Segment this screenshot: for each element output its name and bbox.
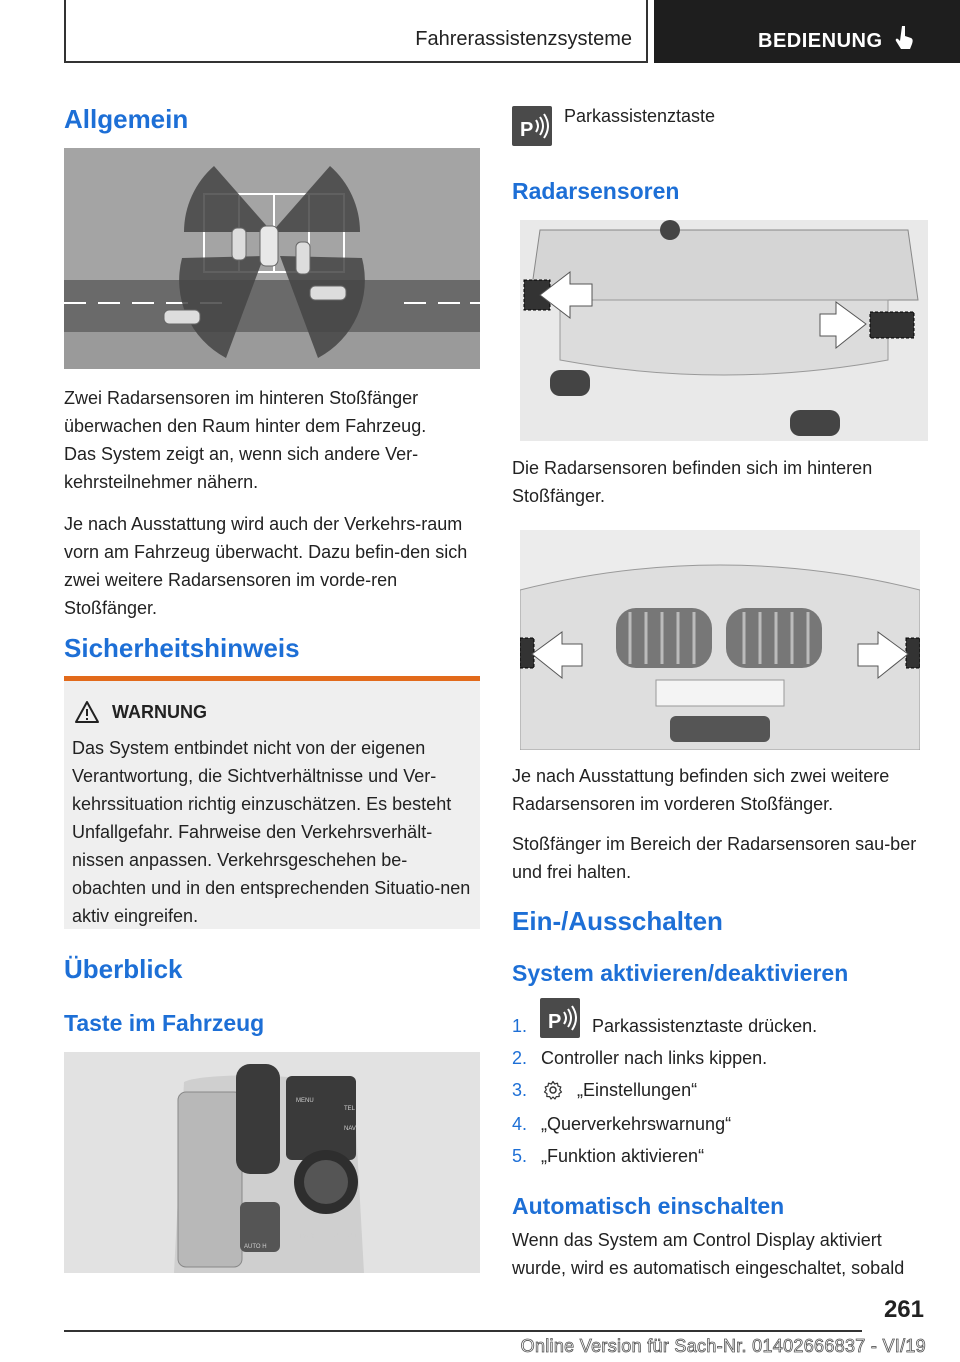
parking-assist-button-icon — [512, 106, 552, 146]
chapter-tab — [64, 0, 648, 63]
parking-assist-caption: Parkassistenztaste — [564, 106, 716, 126]
clean-sensors-note: Stoßfänger im Bereich der Radarsensoren sau-ber und frei halten. — [512, 834, 917, 882]
heading-taste-im-fahrzeug: Taste im Fahrzeug — [64, 1010, 265, 1036]
console-label-option: OPTION — [334, 1234, 358, 1240]
step-4-number: 4. — [512, 1114, 528, 1134]
heading-radarsensoren: Radarsensoren — [512, 178, 680, 204]
radar-coverage-illustration — [64, 148, 480, 369]
svg-text:P: P — [548, 1011, 562, 1033]
section-title: BEDIENUNG — [758, 30, 883, 52]
gear-icon — [543, 1080, 563, 1100]
step-1-number: 1. — [512, 1016, 528, 1036]
allgemein-para-1: Zwei Radarsensoren im hinteren Stoßfänger überwachen den Raum hinter dem Fahrzeug. — [64, 388, 427, 436]
console-label-back: BACK — [300, 1234, 317, 1240]
heading-sicherheitshinweis: Sicherheitshinweis — [64, 633, 300, 663]
center-console-illustration — [64, 1052, 480, 1273]
front-sensors-caption: Je nach Ausstattung befinden sich zwei weitere Radarsensoren im vorderen Stoßfänger. — [512, 766, 890, 814]
warning-title: WARNUNG — [112, 702, 207, 722]
footer-rule — [64, 1330, 862, 1332]
console-label-tel: TEL — [344, 1106, 356, 1112]
step-1-text: Parkassistenztaste drücken. — [592, 1016, 818, 1036]
online-version-note: Online Version für Sach-Nr. 01402666837 - VI/19 — [520, 1336, 926, 1356]
svg-text:P: P — [520, 119, 534, 141]
console-label-nav: NAV — [344, 1126, 356, 1132]
rear-sensors-caption: Die Radarsensoren befinden sich im hinteren Stoßfänger. — [512, 458, 873, 506]
step-5-number: 5. — [512, 1146, 528, 1166]
heading-system-aktivieren: System aktivieren/deaktivieren — [512, 960, 849, 986]
auto-enable-text: Wenn das System am Control Display aktiviert wurde, wird es automatisch eingeschaltet, sobald — [512, 1230, 905, 1278]
step-3-number: 3. — [512, 1080, 528, 1100]
step-2-number: 2. — [512, 1048, 528, 1068]
step-2-text: Controller nach links kippen. — [541, 1048, 768, 1068]
allgemein-para-3: Je nach Ausstattung wird auch der Verkehrs-raum vorn am Fahrzeug überwacht. Dazu befin-den sich zwei weitere Radarsensoren im vorde-ren Stoßfänger. — [64, 514, 468, 618]
heading-ueberblick: Überblick — [64, 954, 183, 984]
heading-allgemein: Allgemein — [64, 104, 189, 134]
console-label-auto: AUTO H — [244, 1244, 267, 1250]
heading-ein-ausschalten: Ein-/Ausschalten — [512, 906, 723, 936]
rear-bumper-sensors-illustration — [520, 220, 928, 441]
step-3-text: „Einstellungen“ — [577, 1080, 698, 1100]
page-number: 261 — [883, 1296, 924, 1323]
warning-triangle-icon — [74, 700, 100, 724]
warning-text: Das System entbindet nicht von der eigenen Verantwortung, die Sichtverhältnisse und Ver-kehrssituation richtig einzuschätzen. Es besteht Unfallgefahr. Fahrweise den Verkehrsverhält-nissen anpassen. Verkehrsgeschehen be-obachten und in den entsprechenden Situatio-nen aktiv eingreifen. — [72, 738, 471, 926]
step-4-text: „Querverkehrswarnung“ — [541, 1114, 732, 1134]
heading-automatisch-einschalten: Automatisch einschalten — [512, 1193, 785, 1219]
allgemein-para-2: Das System zeigt an, wenn sich andere Ver-kehrsteilnehmer nähern. — [64, 444, 419, 492]
front-bumper-sensors-illustration — [520, 530, 920, 750]
step-5-text: „Funktion aktivieren“ — [541, 1146, 705, 1166]
hand-pointer-icon — [894, 24, 916, 50]
section-tab — [654, 0, 960, 63]
console-label-menu: MENU — [296, 1098, 314, 1104]
parking-assist-button-icon-inline — [540, 998, 580, 1038]
chapter-title: Fahrerassistenzsysteme — [415, 28, 632, 50]
